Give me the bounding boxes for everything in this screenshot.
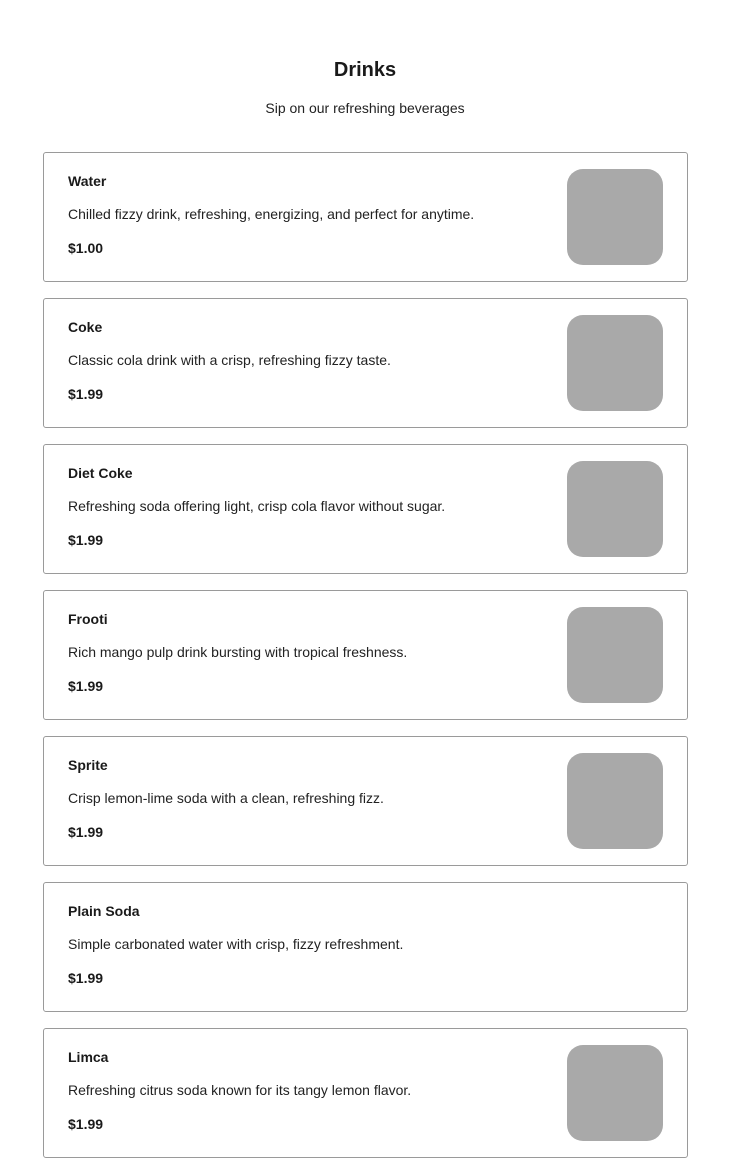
menu-item-name: Sprite bbox=[68, 757, 108, 773]
menu-item-info bbox=[68, 610, 537, 695]
menu-item-price: $1.99 bbox=[68, 532, 104, 548]
menu-item-info bbox=[68, 1048, 537, 1133]
menu-item-card[interactable] bbox=[43, 1028, 688, 1158]
menu-item-image-placeholder bbox=[567, 169, 663, 265]
menu-item-price: $1.99 bbox=[68, 678, 104, 694]
menu-item-description: Simple carbonated water with crisp, fizzy refreshment. bbox=[68, 936, 404, 952]
menu-item-image-placeholder bbox=[567, 753, 663, 849]
menu-item-info bbox=[68, 902, 537, 987]
menu-item-description: Rich mango pulp drink bursting with tropical freshness. bbox=[68, 644, 408, 660]
menu-item-price: $1.99 bbox=[68, 386, 104, 402]
menu-item-image-placeholder bbox=[567, 315, 663, 411]
menu-item-price: $1.00 bbox=[68, 240, 104, 256]
menu-item-price: $1.99 bbox=[68, 970, 104, 986]
menu-item-card[interactable] bbox=[43, 736, 688, 866]
menu-item-name: Frooti bbox=[68, 611, 108, 627]
menu-item-price: $1.99 bbox=[68, 1116, 104, 1132]
menu-item-image-placeholder bbox=[567, 461, 663, 557]
menu-item-card[interactable] bbox=[43, 444, 688, 574]
menu-item-image-placeholder bbox=[567, 1045, 663, 1141]
menu-item-name: Coke bbox=[68, 319, 103, 335]
menu-item-info bbox=[68, 318, 537, 403]
menu-header bbox=[0, 0, 730, 118]
menu-item-card[interactable] bbox=[43, 298, 688, 428]
page-title: Drinks bbox=[333, 59, 397, 81]
menu-item-name: Water bbox=[68, 173, 107, 189]
page-subtitle: Sip on our refreshing beverages bbox=[265, 100, 465, 116]
menu-item-image-placeholder bbox=[567, 607, 663, 703]
menu-item-description: Classic cola drink with a crisp, refreshing fizzy taste. bbox=[68, 352, 391, 368]
menu-item-price: $1.99 bbox=[68, 824, 104, 840]
menu-item-info bbox=[68, 464, 537, 549]
menu-item-info bbox=[68, 172, 537, 257]
menu-item-card[interactable] bbox=[43, 590, 688, 720]
menu-item-name: Limca bbox=[68, 1049, 109, 1065]
menu-item-name: Diet Coke bbox=[68, 465, 133, 481]
menu-item-description: Refreshing citrus soda known for its tangy lemon flavor. bbox=[68, 1082, 412, 1098]
menu-item-card[interactable] bbox=[43, 882, 688, 1012]
menu-item-description: Crisp lemon-lime soda with a clean, refreshing fizz. bbox=[68, 790, 384, 806]
drinks-list bbox=[43, 152, 688, 1174]
menu-item-description: Chilled fizzy drink, refreshing, energizing, and perfect for anytime. bbox=[68, 206, 475, 222]
menu-item-description: Refreshing soda offering light, crisp cola flavor without sugar. bbox=[68, 498, 446, 514]
menu-item-info bbox=[68, 756, 537, 841]
menu-item-name: Plain Soda bbox=[68, 903, 140, 919]
menu-item-card[interactable] bbox=[43, 152, 688, 282]
